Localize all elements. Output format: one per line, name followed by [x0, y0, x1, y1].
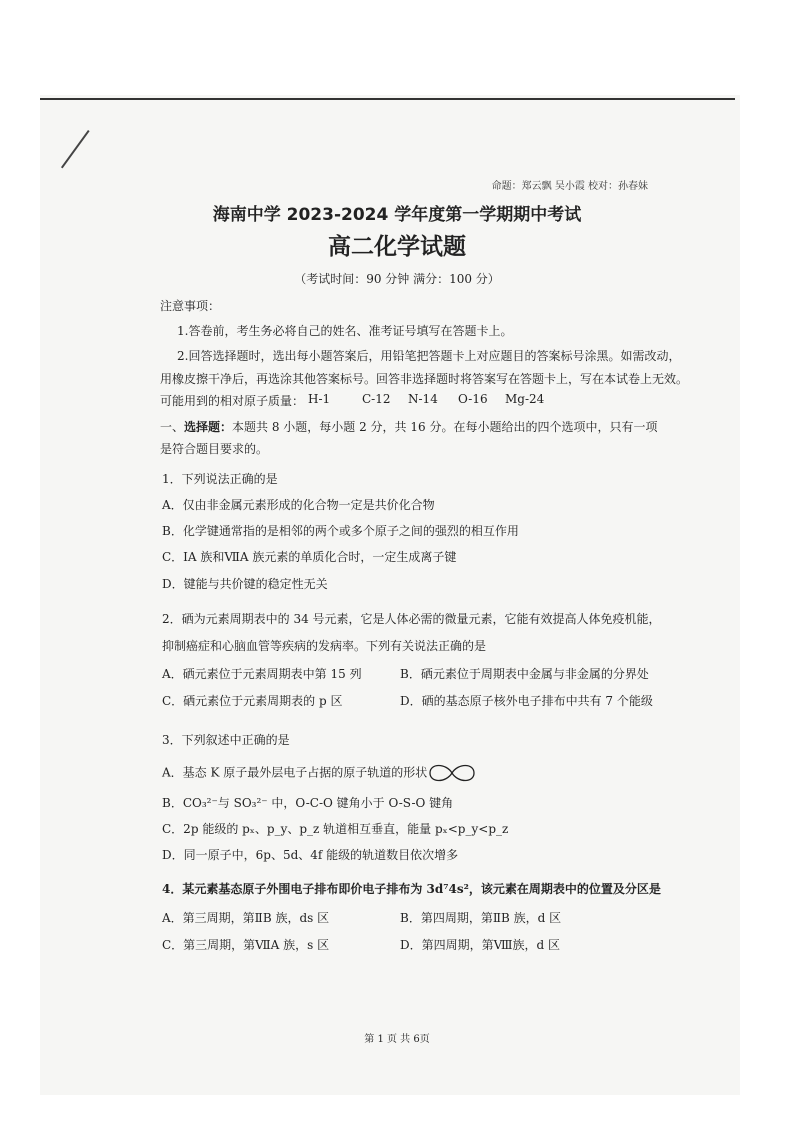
- dumbbell-orbital-icon: [428, 762, 476, 784]
- notice-item-2-line-2: 用橡皮擦干净后，再选涂其他答案标号。回答非选择题时将答案写在答题卡上，写在本试卷上无效。: [160, 372, 689, 386]
- q3-option-a-text: A．基态 K 原子最外层电子占据的原子轨道的形状: [162, 765, 428, 780]
- q2-stem-line-1: 2．硒为元素周期表中的 34 号元素，它是人体必需的微量元素，它能有效提高人体免疫机能，: [162, 612, 661, 626]
- masses-label: 可能用到的相对原子质量：: [160, 394, 305, 408]
- section-heading: [160, 418, 657, 435]
- q4-option-d: D．第四周期，第Ⅷ族，d 区: [400, 938, 561, 952]
- notice-heading: 注意事项：: [160, 299, 221, 313]
- section-desc-line-2: 是符合题目要求的。: [160, 442, 269, 456]
- mass-mg: Mg-24: [505, 392, 545, 406]
- exam-title: 海南中学 2023-2024 学年度第一学期期中考试: [212, 205, 582, 225]
- q3-option-d: D．同一原子中，6p、5d、4f 能级的轨道数目依次增多: [162, 848, 459, 862]
- q1-option-a: A．仅由非金属元素形成的化合物一定是共价化合物: [162, 498, 435, 512]
- mass-n: N-14: [408, 392, 438, 406]
- mass-o: O-16: [458, 392, 488, 406]
- notice-item-2-line-1: 2.回答选择题时，选出每小题答案后，用铅笔把答题卡上对应题目的答案标号涂黑。如需改动，: [177, 349, 681, 363]
- mass-h: H-1: [308, 392, 331, 406]
- q1-option-c: C．ⅠA 族和ⅦA 族元素的单质化合时，一定生成离子键: [162, 550, 457, 564]
- section-name: 选择题：: [184, 420, 233, 434]
- q2-stem-line-2: 抑制癌症和心脑血管等疾病的发病率。下列有关说法正确的是: [162, 639, 487, 653]
- q4-stem: 4．某元素基态原子外围电子排布即价电子排布为 3d⁷4s²，该元素在周期表中的位置及分区是: [162, 882, 661, 896]
- q2-option-a: A．硒元素位于元素周期表中第 15 列: [162, 667, 362, 681]
- mass-c: C-12: [362, 392, 391, 406]
- q3-option-a: [162, 762, 476, 784]
- q4-option-c: C．第三周期，第ⅦA 族，s 区: [162, 938, 330, 952]
- q2-option-c: C．硒元素位于元素周期表的 p 区: [162, 694, 343, 708]
- credits: 命题：郑云飘 吴小霞 校对：孙春妹: [491, 181, 648, 192]
- q3-option-c: C．2p 能级的 pₓ、p_y、p_z 轨道相互垂直，能量 pₓ<p_y<p_z: [162, 822, 509, 836]
- q2-option-b: B．硒元素位于周期表中金属与非金属的分界处: [400, 667, 649, 681]
- section-desc-line-1: 本题共 8 小题，每小题 2 分，共 16 分。在每小题给出的四个选项中，只有一项: [232, 420, 658, 434]
- exam-duration: （考试时间：90 分钟 满分：100 分）: [294, 272, 500, 286]
- q1-stem: 1．下列说法正确的是: [162, 472, 278, 486]
- q1-option-b: B．化学键通常指的是相邻的两个或多个原子之间的强烈的相互作用: [162, 524, 519, 538]
- paper-edge-line: [40, 98, 735, 100]
- subject-title: 高二化学试题: [328, 234, 466, 260]
- q2-option-d: D．硒的基态原子核外电子排布中共有 7 个能级: [400, 694, 653, 708]
- q4-option-b: B．第四周期，第ⅡB 族，d 区: [400, 911, 562, 925]
- q3-stem: 3．下列叙述中正确的是: [162, 733, 290, 747]
- q1-option-d: D．键能与共价键的稳定性无关: [162, 577, 328, 591]
- page-number: 第 1 页 共 6页: [364, 1034, 430, 1045]
- q4-option-a: A．第三周期，第ⅡB 族，ds 区: [162, 911, 330, 925]
- notice-item-1: 1.答卷前，考生务必将自己的姓名、准考证号填写在答题卡上。: [177, 324, 513, 338]
- q3-option-b: B．CO₃²⁻与 SO₃²⁻ 中，O-C-O 键角小于 O-S-O 键角: [162, 796, 454, 810]
- section-prefix: 一、: [160, 420, 185, 434]
